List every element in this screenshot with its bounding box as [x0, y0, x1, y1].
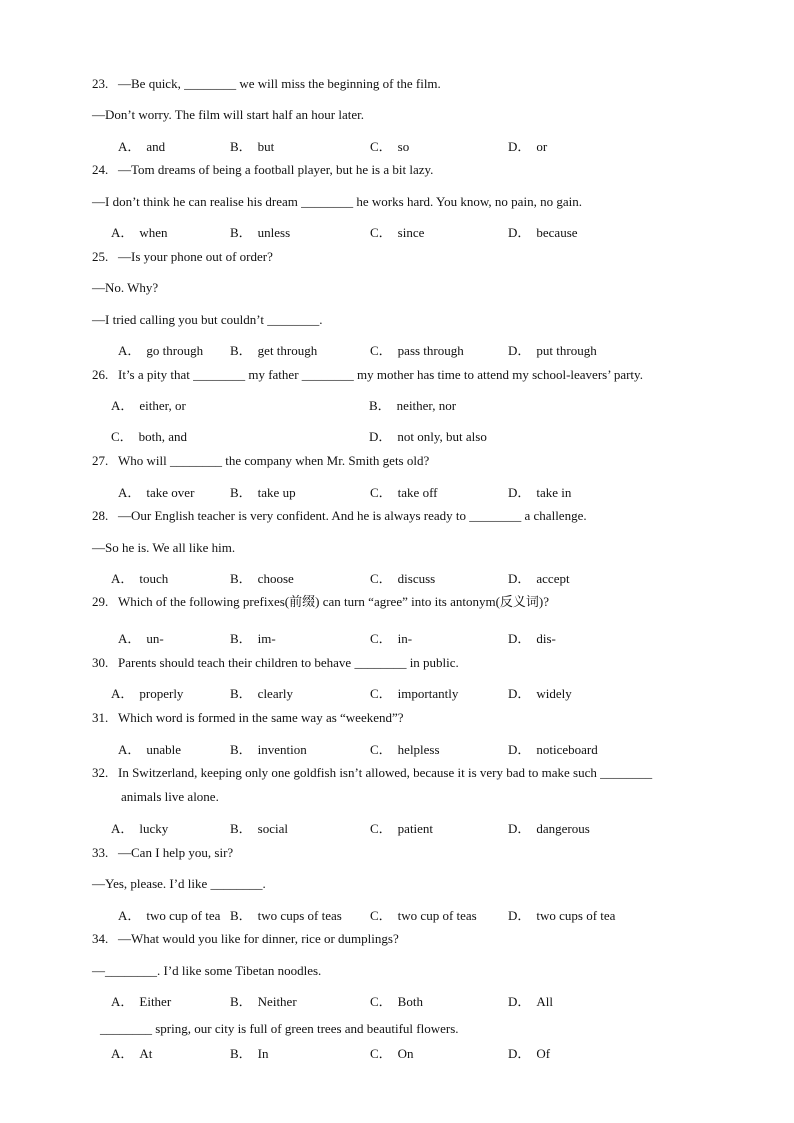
q28-option-d[interactable]: D． accept [508, 571, 570, 586]
q29-option-b[interactable]: B． im- [230, 631, 276, 646]
q27-option-b[interactable]: B． take up [230, 485, 296, 500]
question-text: —Tom dreams of being a football player, but he is a bit lazy. [118, 162, 434, 177]
q34-option-d[interactable]: D． All [508, 994, 554, 1009]
question-number: 28. [92, 508, 109, 523]
question-33-reply: —Yes, please. I’d like ________. [92, 876, 266, 891]
q31-option-d[interactable]: D． noticeboard [508, 742, 598, 757]
question-23-stem [92, 76, 441, 92]
q33-option-b[interactable]: B． two cups of teas [230, 908, 342, 923]
q23-option-a[interactable]: A． and [118, 139, 166, 154]
question-number: 26. [92, 367, 109, 382]
question-28-stem [92, 508, 587, 524]
q28-option-b[interactable]: B． choose [230, 571, 294, 586]
q35-option-c[interactable]: C． On [370, 1046, 414, 1061]
q30-option-a[interactable]: A． properly [111, 686, 184, 701]
q24-option-c[interactable]: C． since [370, 225, 425, 240]
question-number: 24. [92, 162, 109, 177]
q25-option-d[interactable]: D． put through [508, 343, 597, 358]
q32-option-b[interactable]: B． social [230, 821, 288, 836]
q29-option-d[interactable]: D． dis- [508, 631, 556, 646]
question-35-stem: ________ spring, our city is full of green trees and beautiful flowers. [100, 1021, 459, 1036]
question-25-stem [92, 249, 273, 265]
question-33-stem [92, 845, 233, 861]
question-text: Which word is formed in the same way as “weekend”? [118, 710, 404, 725]
question-24-reply: —I don’t think he can realise his dream ________ he works hard. You know, no pain, no gain. [92, 194, 582, 209]
question-30-stem [92, 655, 459, 671]
question-text: —Be quick, ________ we will miss the beginning of the film. [118, 76, 441, 91]
q26-option-d[interactable]: D． not only, but also [369, 429, 487, 444]
question-32-stem [92, 765, 652, 781]
q32-option-d[interactable]: D． dangerous [508, 821, 590, 836]
question-number: 34. [92, 931, 109, 946]
q23-option-b[interactable]: B． but [230, 139, 275, 154]
q26-option-a[interactable]: A． either, or [111, 398, 186, 413]
question-34-stem [92, 931, 399, 947]
q35-option-d[interactable]: D． Of [508, 1046, 551, 1061]
question-text: Parents should teach their children to behave ________ in public. [118, 655, 459, 670]
q25-option-b[interactable]: B． get through [230, 343, 318, 358]
question-number: 23. [92, 76, 109, 91]
q32-option-a[interactable]: A． lucky [111, 821, 169, 836]
question-34-reply: —________. I’d like some Tibetan noodles. [92, 963, 322, 978]
q26-option-b[interactable]: B． neither, nor [369, 398, 457, 413]
q27-option-d[interactable]: D． take in [508, 485, 572, 500]
q32-option-c[interactable]: C． patient [370, 821, 434, 836]
q35-option-a[interactable]: A． At [111, 1046, 153, 1061]
q24-option-d[interactable]: D． because [508, 225, 578, 240]
q24-option-a[interactable]: A． when [111, 225, 168, 240]
q29-option-c[interactable]: C． in- [370, 631, 413, 646]
q34-option-c[interactable]: C． Both [370, 994, 423, 1009]
q23-option-c[interactable]: C． so [370, 139, 410, 154]
question-text: Which of the following prefixes(前缀) can turn “agree” into its antonym(反义词)? [118, 594, 550, 609]
q34-option-b[interactable]: B． Neither [230, 994, 297, 1009]
q33-option-c[interactable]: C． two cup of teas [370, 908, 477, 923]
q25-option-c[interactable]: C． pass through [370, 343, 464, 358]
q33-option-a[interactable]: A． two cup of tea [118, 908, 221, 923]
question-31-stem [92, 710, 404, 726]
q27-option-a[interactable]: A． take over [118, 485, 195, 500]
question-number: 31. [92, 710, 109, 725]
question-27-stem [92, 453, 429, 469]
question-24-stem [92, 162, 433, 178]
question-28-reply: —So he is. We all like him. [92, 540, 236, 555]
question-26-stem [92, 367, 643, 383]
question-text: Who will ________ the company when Mr. Smith gets old? [118, 453, 430, 468]
question-number: 29. [92, 594, 109, 609]
question-number: 27. [92, 453, 109, 468]
question-number: 30. [92, 655, 109, 670]
q31-option-c[interactable]: C． helpless [370, 742, 440, 757]
q35-option-b[interactable]: B． In [230, 1046, 269, 1061]
q30-option-b[interactable]: B． clearly [230, 686, 294, 701]
q30-option-d[interactable]: D． widely [508, 686, 572, 701]
q34-option-a[interactable]: A． Either [111, 994, 172, 1009]
question-number: 25. [92, 249, 109, 264]
question-number: 33. [92, 845, 109, 860]
q26-option-c[interactable]: C． both, and [111, 429, 188, 444]
q30-option-c[interactable]: C． importantly [370, 686, 459, 701]
question-number: 32. [92, 765, 109, 780]
question-25-reply-1: —No. Why? [92, 280, 159, 295]
q29-option-a[interactable]: A． un- [118, 631, 164, 646]
q28-option-a[interactable]: A． touch [111, 571, 169, 586]
question-text: —Is your phone out of order? [118, 249, 273, 264]
question-text: —What would you like for dinner, rice or dumplings? [118, 931, 399, 946]
q28-option-c[interactable]: C． discuss [370, 571, 436, 586]
question-23-reply: —Don’t worry. The film will start half an hour later. [92, 107, 364, 122]
q25-option-a[interactable]: A． go through [118, 343, 204, 358]
q33-option-d[interactable]: D． two cups of tea [508, 908, 616, 923]
question-25-reply-2: —I tried calling you but couldn’t ________. [92, 312, 323, 327]
question-text: —Can I help you, sir? [118, 845, 234, 860]
question-text: In Switzerland, keeping only one goldfish isn’t allowed, because it is very bad to make such ________ [118, 765, 653, 780]
q31-option-b[interactable]: B． invention [230, 742, 307, 757]
question-32-stem-continued: animals live alone. [121, 789, 219, 804]
q27-option-c[interactable]: C． take off [370, 485, 438, 500]
q31-option-a[interactable]: A． unable [118, 742, 182, 757]
question-29-stem [92, 594, 549, 610]
question-text: It’s a pity that ________ my father ________ my mother has time to attend my school-leavers’ party. [118, 367, 643, 382]
question-text: —Our English teacher is very confident. And he is always ready to ________ a challenge. [118, 508, 587, 523]
q23-option-d[interactable]: D． or [508, 139, 548, 154]
q24-option-b[interactable]: B． unless [230, 225, 291, 240]
